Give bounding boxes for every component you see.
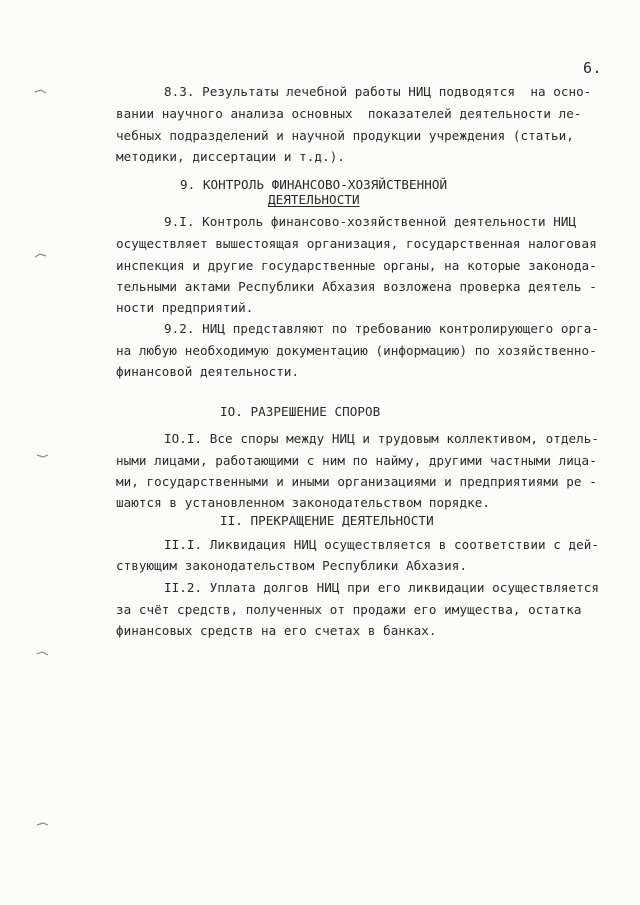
text-line: ности предприятий. xyxy=(116,300,254,315)
text-line: финансовых средств на его счетах в банках. xyxy=(116,623,437,638)
margin-punch-mark xyxy=(36,820,50,828)
text-line: за счёт средств, полученных от продажи его имущества, остатка xyxy=(116,602,582,617)
margin-punch-mark xyxy=(34,88,48,96)
text-line: инспекция и другие государственные органы, на которые законода- xyxy=(116,258,597,273)
text-line: 9.I. Контроль финансово-хозяйственной деятельности НИЦ xyxy=(164,214,577,229)
text-line: II.2. Уплата долгов НИЦ при его ликвидации осуществляется xyxy=(164,580,600,595)
section-heading: 9. КОНТРОЛЬ ФИНАНСОВО-ХОЗЯЙСТВЕННОЙ xyxy=(180,177,448,192)
text-line: методики, диссертации и т.д.). xyxy=(116,149,345,164)
text-line: ствующим законодательством Республики Абхазия. xyxy=(116,558,468,573)
text-line: чебных подразделений и научной продукции учреждения (статьи, xyxy=(116,128,574,143)
section-heading: IO. РАЗРЕШЕНИЕ СПОРОВ xyxy=(220,404,381,419)
margin-punch-mark xyxy=(36,650,50,658)
text-line: IO.I. Все споры между НИЦ и трудовым коллективом, отдель- xyxy=(164,431,600,446)
section-heading: II. ПРЕКРАЩЕНИЕ ДЕЯТЕЛЬНОСТИ xyxy=(220,513,434,528)
text-line: тельными актами Республики Абхазия возложена проверка деятель - xyxy=(116,279,597,294)
text-line: 8.3. Результаты лечебной работы НИЦ подводятся на осно- xyxy=(164,84,592,99)
text-line: вании научного анализа основных показателей деятельности ле- xyxy=(116,106,582,121)
margin-punch-mark xyxy=(34,252,48,260)
text-line: 9.2. НИЦ представляют по требованию контролирующего орга- xyxy=(164,321,600,336)
page-number: 6. xyxy=(583,59,603,77)
margin-punch-mark xyxy=(36,452,50,460)
text-line: осуществляет вышестоящая организация, государственная налоговая xyxy=(116,236,597,251)
text-line: II.I. Ликвидация НИЦ осуществляется в соответствии с дей- xyxy=(164,537,600,552)
section-heading-continuation: ДЕЯТЕЛЬНОСТИ xyxy=(268,192,360,207)
text-line: ми, государственными и иными организациями и предприятиями ре - xyxy=(116,474,597,489)
text-line: на любую необходимую документацию (информацию) по хозяйственно- xyxy=(116,343,597,358)
text-line: ными лицами, работающими с ним по найму, другими частными лица- xyxy=(116,453,597,468)
text-line: шаются в установленном законодательством порядке. xyxy=(116,495,490,510)
text-line: финансовой деятельности. xyxy=(116,364,300,379)
